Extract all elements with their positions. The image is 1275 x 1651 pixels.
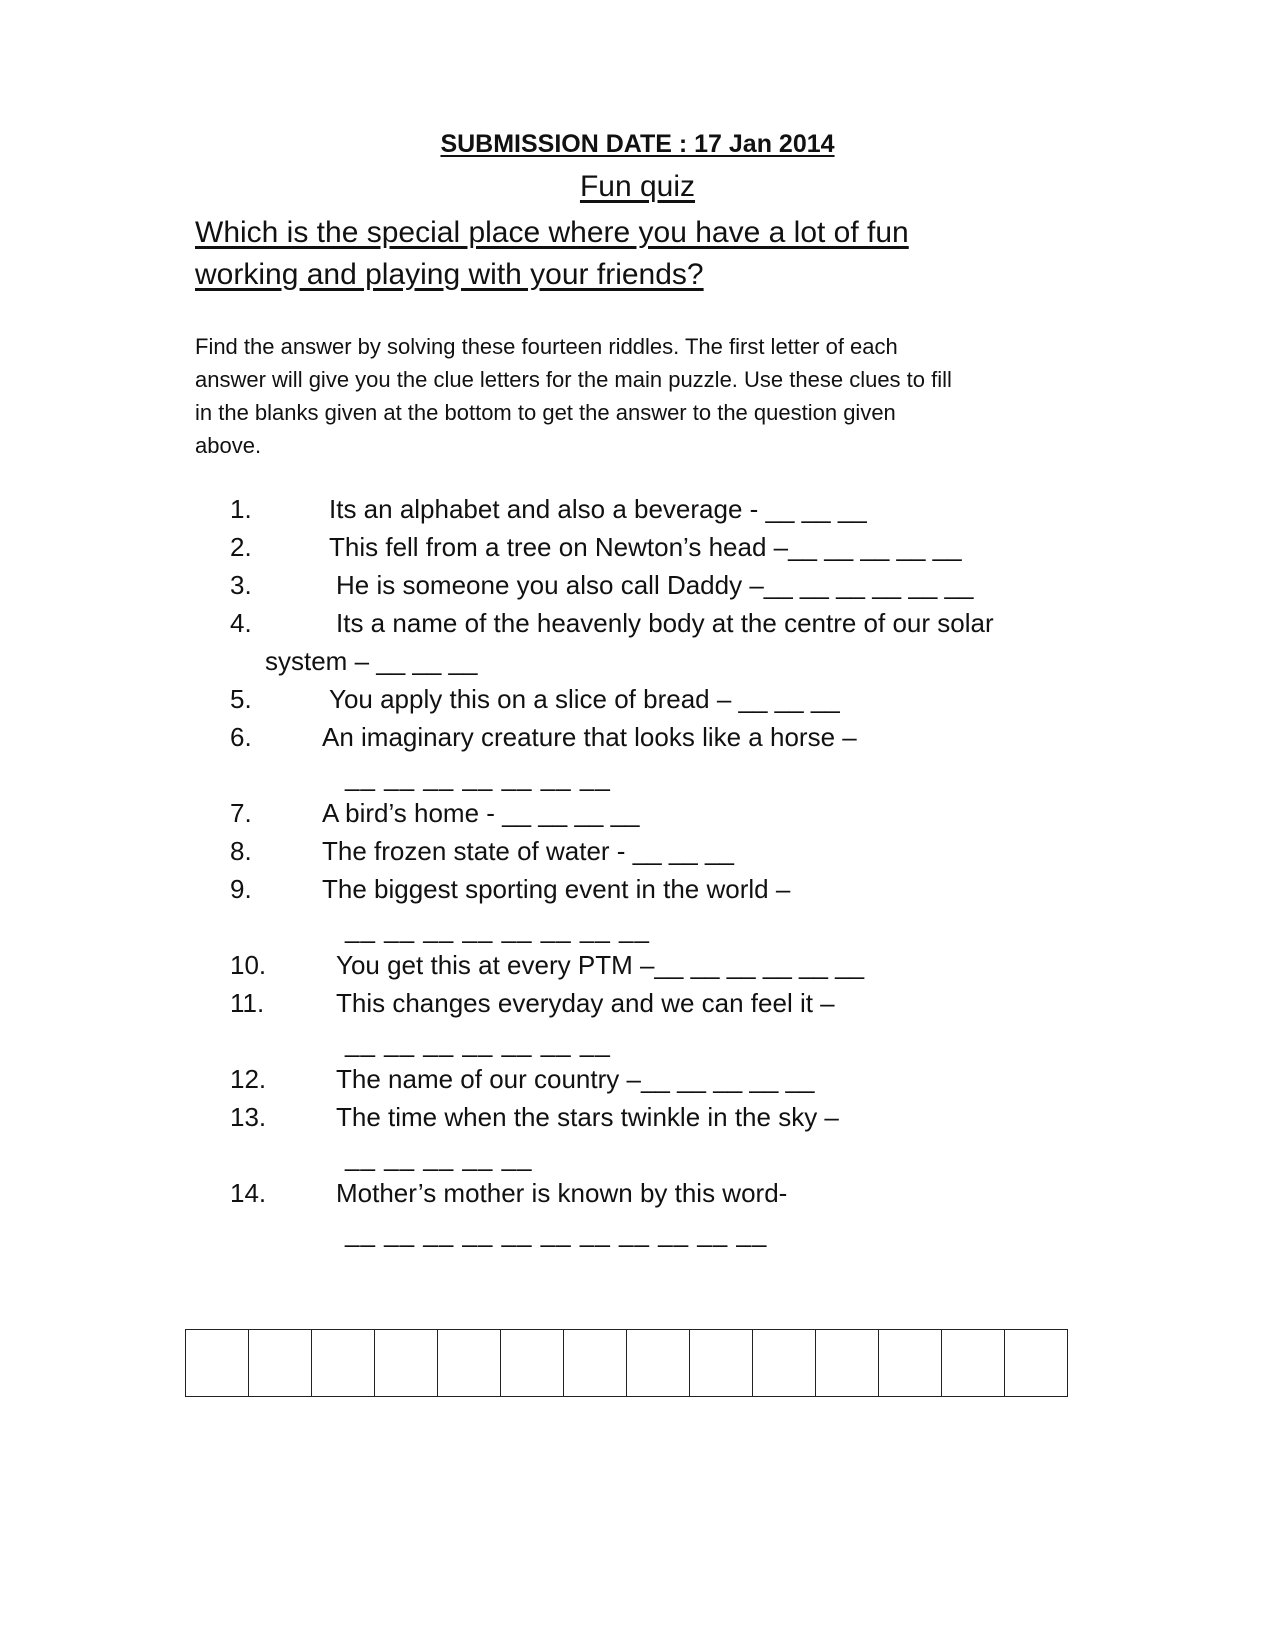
riddle-number: 4. [230,608,252,638]
riddle-text-continued: system – __ __ __ [265,646,478,676]
answer-blanks: __ __ __ __ __ __ __ __ __ __ __ [345,1218,768,1248]
riddle-text: Its a name of the heavenly body at the centre of our solar [336,608,994,638]
riddle-text: This fell from a tree on Newton’s head –__ __ __ __ __ [329,532,962,562]
answer-box[interactable] [501,1330,564,1396]
riddle-number: 1. [230,494,252,524]
submission-date: SUBMISSION DATE : 17 Jan 2014 [440,130,835,158]
riddle-text: A bird’s home - __ __ __ __ [322,798,640,828]
answer-box[interactable] [753,1330,816,1396]
riddle-number: 10. [230,950,267,980]
riddle-number: 12. [230,1064,267,1094]
riddle-number: 14. [230,1178,267,1208]
answer-box[interactable] [438,1330,501,1396]
riddle-number: 7. [230,798,252,828]
riddle-text: The time when the stars twinkle in the sky – [336,1102,839,1132]
riddle-number: 6. [230,722,252,752]
answer-box[interactable] [312,1330,375,1396]
answer-blanks: __ __ __ __ __ [345,1142,533,1172]
riddle-text: You get this at every PTM –__ __ __ __ __ __ [336,950,865,980]
instructions [195,330,1075,462]
main-question [195,212,1095,296]
riddle-text: The name of our country –__ __ __ __ __ [336,1064,815,1094]
quiz-subtitle: Fun quiz [579,170,696,203]
answer-blanks: __ __ __ __ __ __ __ [345,1028,611,1058]
riddle-text: Mother’s mother is known by this word- [336,1178,788,1208]
answer-box[interactable] [564,1330,627,1396]
riddle-number: 2. [230,532,252,562]
riddle-number: 13. [230,1102,267,1132]
answer-box[interactable] [186,1330,249,1396]
answer-box[interactable] [879,1330,942,1396]
riddle-text: This changes everyday and we can feel it – [336,988,835,1018]
instructions-line-1: Find the answer by solving these fourteen riddles. The first letter of each [195,334,898,359]
riddle-text: He is someone you also call Daddy –__ __ __ __ __ __ [336,570,974,600]
riddle-number: 8. [230,836,252,866]
riddle-number: 11. [230,988,265,1018]
riddle-text: An imaginary creature that looks like a horse – [322,722,857,752]
riddle-text: The biggest sporting event in the world – [322,874,791,904]
question-line-2: working and playing with your friends? [195,258,704,291]
riddle-number: 9. [230,874,252,904]
riddle-number: 3. [230,570,252,600]
instructions-line-3: in the blanks given at the bottom to get the answer to the question given [195,400,896,425]
answer-box[interactable] [1005,1330,1068,1396]
answer-box[interactable] [690,1330,753,1396]
answer-box[interactable] [942,1330,1005,1396]
riddle-text: You apply this on a slice of bread – __ __ __ [329,684,840,714]
answer-blanks: __ __ __ __ __ __ __ __ [345,914,650,944]
answer-grid [185,1329,1068,1397]
answer-blanks: __ __ __ __ __ __ __ [345,762,611,792]
instructions-line-4: above. [195,433,262,458]
riddle-number: 5. [230,684,252,714]
riddle-text: The frozen state of water - __ __ __ [322,836,734,866]
question-line-1: Which is the special place where you have a lot of fun [195,216,909,249]
instructions-line-2: answer will give you the clue letters for the main puzzle. Use these clues to fill [195,367,952,392]
answer-box[interactable] [816,1330,879,1396]
answer-box[interactable] [375,1330,438,1396]
riddle-text: Its an alphabet and also a beverage - __ __ __ [329,494,867,524]
answer-box[interactable] [249,1330,312,1396]
answer-box[interactable] [627,1330,690,1396]
